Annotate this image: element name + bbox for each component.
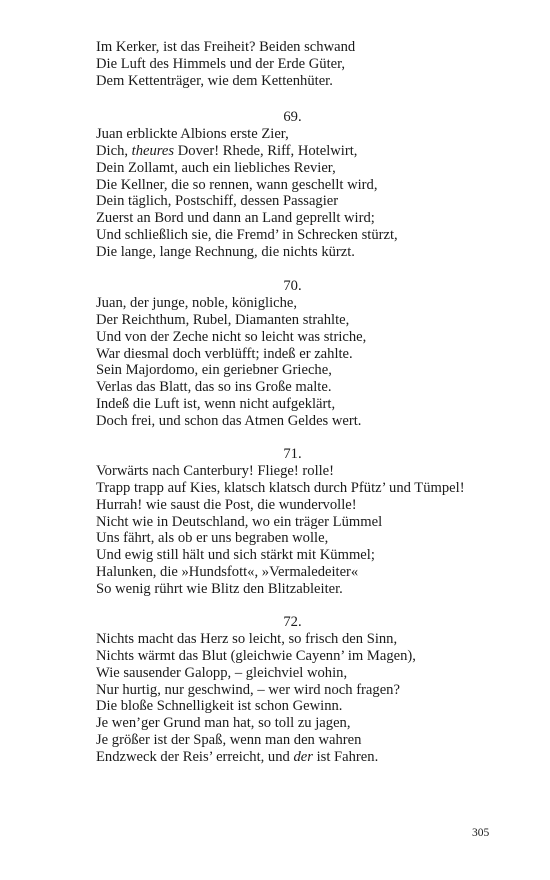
- verse-line: Nicht wie in Deutschland, wo ein träger Lümmel: [96, 513, 383, 530]
- verse-line: Der Reichthum, Rubel, Diamanten strahlte,: [96, 311, 350, 328]
- verse-line: Dem Kettenträger, wie dem Kettenhüter.: [96, 72, 333, 89]
- verse-line: Im Kerker, ist das Freiheit? Beiden schwand: [96, 39, 356, 55]
- stanza-70: [96, 278, 516, 430]
- stanza-71: [96, 446, 516, 598]
- verse-line: Sein Majordomo, ein geriebner Grieche,: [96, 362, 332, 379]
- verse-line: Nichts macht das Herz so leicht, so frisch den Sinn,: [96, 630, 398, 647]
- verse-line: Hurrah! wie saust die Post, die wundervolle!: [96, 496, 357, 513]
- verse-text: Dich,: [96, 142, 132, 159]
- verse-line: [96, 749, 516, 766]
- verse-line: Doch frei, und schon das Atmen Geldes wert.: [96, 413, 362, 430]
- verse-line: War diesmal doch verblüfft; indeß er zahlte.: [96, 345, 353, 362]
- stanza-69: [96, 109, 516, 261]
- verse-line: Je größer ist der Spaß, wenn man den wahren: [96, 732, 362, 749]
- verse-line: Die Kellner, die so rennen, wann geschellt wird,: [96, 176, 378, 193]
- verse-line: [96, 143, 516, 160]
- verse-line: Nur hurtig, nur geschwind, – wer wird noch fragen?: [96, 681, 400, 698]
- verse-line: Halunken, die »Hundsfott«, »Vermaledeiter«: [96, 564, 359, 581]
- verse-text: ist Fahren.: [312, 749, 379, 766]
- verse-line: Zuerst an Bord und dann an Land geprellt wird;: [96, 210, 375, 227]
- verse-line: Juan erblickte Albions erste Zier,: [96, 125, 289, 142]
- stanza-number: 71.: [283, 446, 302, 462]
- verse-line: So wenig rührt wie Blitz den Blitzableiter.: [96, 581, 343, 598]
- verse-line: Nichts wärmt das Blut (gleichwie Cayenn’ im Magen),: [96, 647, 416, 664]
- verse-line: Die Luft des Himmels und der Erde Güter,: [96, 55, 346, 72]
- verse-line: Vorwärts nach Canterbury! Fliege! rolle!: [96, 462, 335, 479]
- verse-line: Juan, der junge, noble, königliche,: [96, 294, 298, 311]
- verse-line: Dein Zollamt, auch ein liebliches Revier,: [96, 159, 336, 176]
- verse-line: Und schließlich sie, die Fremd’ in Schrecken stürzt,: [96, 227, 398, 244]
- verse-line: Verlas das Blatt, das so ins Große malte.: [96, 379, 332, 396]
- stanza-number: 69.: [283, 109, 302, 125]
- verse-line: Wie sausender Galopp, – gleichviel wohin,: [96, 664, 348, 681]
- stanza-72: [96, 614, 516, 766]
- page-number: 305: [472, 827, 490, 839]
- intro-lines: [96, 39, 516, 90]
- verse-line: Die lange, lange Rechnung, die nichts kürzt.: [96, 244, 355, 261]
- verse-line: Trapp trapp auf Kies, klatsch klatsch durch Pfütz’ und Tümpel!: [96, 479, 465, 496]
- stanza-number: 72.: [283, 614, 302, 630]
- verse-line: Je wen’ger Grund man hat, so toll zu jagen,: [96, 715, 351, 732]
- verse-line: Dein täglich, Postschiff, dessen Passagier: [96, 193, 339, 210]
- verse-line: Indeß die Luft ist, wenn nicht aufgeklärt,: [96, 396, 336, 413]
- stanza-number: 70.: [283, 278, 302, 294]
- verse-line: Uns fährt, als ob er uns begraben wolle,: [96, 530, 329, 547]
- italic-word: theures: [131, 142, 175, 159]
- verse-text: Endzweck der Reis’ erreicht, und: [96, 749, 294, 766]
- verse-line: Und von der Zeche nicht so leicht was striche,: [96, 328, 367, 345]
- verse-line: Und ewig still hält und sich stärkt mit Kümmel;: [96, 547, 375, 564]
- verse-line: Die bloße Schnelligkeit ist schon Gewinn.: [96, 698, 343, 715]
- verse-text: Dover! Rhede, Riff, Hotelwirt,: [174, 142, 358, 159]
- italic-word: der: [293, 749, 313, 766]
